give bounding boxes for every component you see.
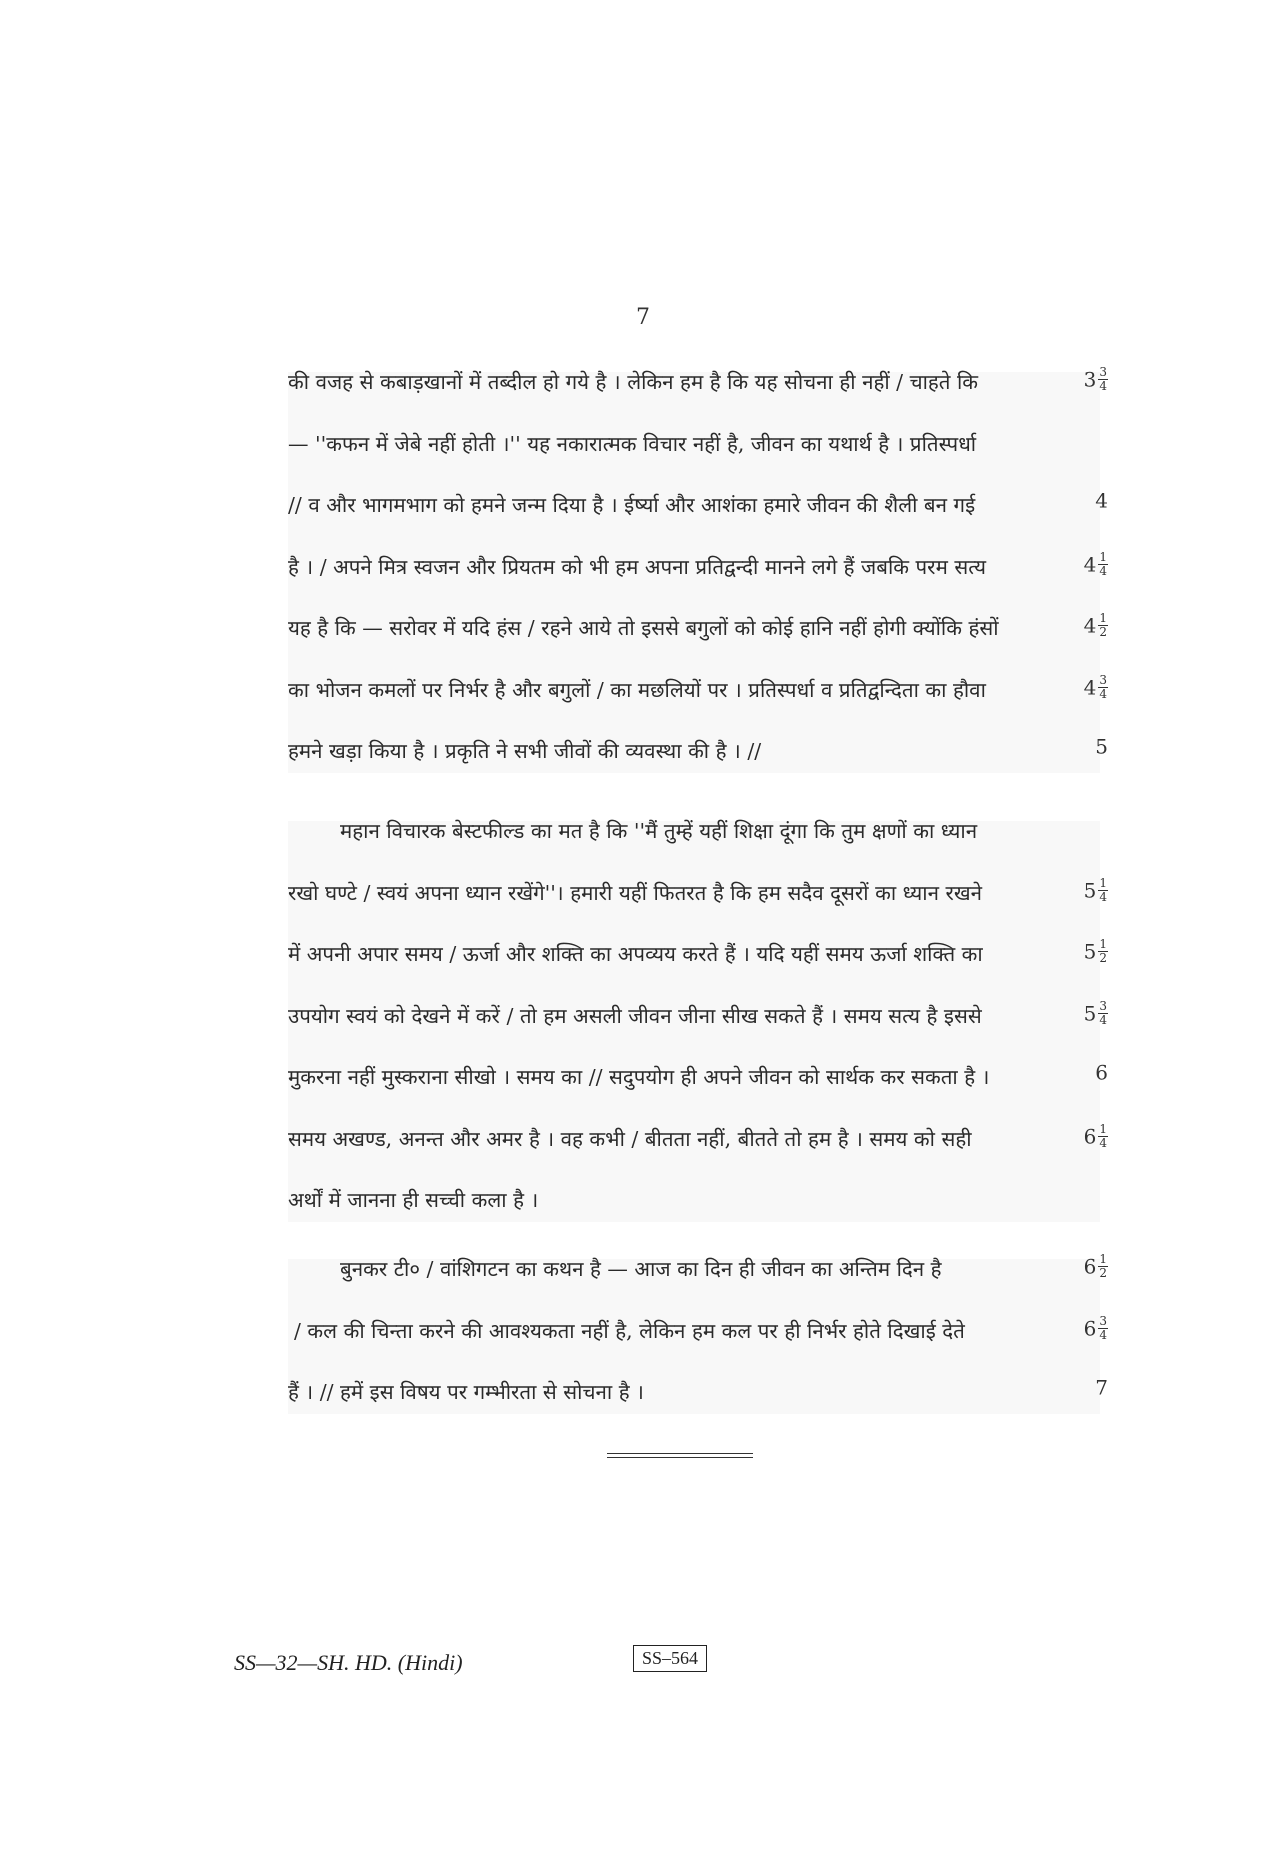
word-count-marker [1048,1061,1108,1083]
word-count-marker [1048,1000,1108,1027]
marker-whole: 5 [1095,734,1108,759]
marker-whole: 5 [1083,1001,1097,1025]
marker-whole: 4 [1083,552,1097,576]
line-text: महान विचारक बेस्टफील्ड का मत है कि ''मैं तुम्हें यहीं शिक्षा दूंगा कि तुम क्षणों का ध्यान [340,819,978,843]
word-count-marker [1048,674,1108,701]
marker-whole: 4 [1095,488,1108,513]
text-line [288,1375,1108,1444]
marker-whole: 4 [1083,613,1097,638]
word-count-marker [1048,551,1108,578]
marker-whole: 6 [1083,1124,1097,1148]
marker-fraction [1098,366,1108,393]
fraction-denominator: 4 [1099,379,1107,393]
line-text: — ''कफन में जेबे नहीं होती ।'' यह नकारात्मक विचार नहीं है, जीवन का यथार्थ है । प्रतिस्पर्धा [288,431,977,456]
marker-fraction [1098,938,1108,965]
line-text: की वजह से कबाड़खानों में तब्दील हो गये है । लेकिन हम है कि यह सोचना ही नहीं / चाहते कि [288,370,979,394]
line-text: हैं । // हमें इस विषय पर गम्भीरता से सोचना है । [288,1380,644,1404]
marker-whole: 5 [1083,939,1097,964]
line-text: उपयोग स्वयं को देखने में करें / तो हम असली जीवन जीना सीख सकते हैं । समय सत्य है इससे [288,1003,982,1028]
text-line [288,821,1100,883]
text-line [288,549,1107,619]
fraction-numerator: 3 [1099,365,1107,379]
fraction-denominator: 2 [1099,1266,1107,1280]
fraction-numerator: 3 [1099,1313,1107,1328]
fraction-numerator: 1 [1099,549,1107,564]
text-line [288,875,1107,945]
word-count-marker [1048,612,1108,639]
fraction-denominator: 4 [1099,1135,1107,1150]
fraction-denominator: 4 [1099,563,1107,578]
line-text: का भोजन कमलों पर निर्भर है और बगुलों / का मछलियों पर । प्रतिस्पर्धा व प्रतिद्वन्दिता का हौवा [288,677,986,702]
word-count-marker [1048,1376,1108,1398]
marker-whole: 7 [1095,1375,1108,1400]
text-line [288,1190,1100,1252]
marker-whole: 4 [1083,675,1097,699]
marker-whole: 6 [1083,1254,1097,1279]
line-text: रखो घण्टे / स्वयं अपना ध्यान रखेंगे''। हमारी यहीं फितरत है कि हम सदैव दूसरों का ध्यान रखने [288,880,983,905]
fraction-denominator: 4 [1099,1012,1107,1027]
fraction-denominator: 4 [1099,889,1107,904]
word-count-marker [1048,366,1108,393]
marker-fraction [1098,612,1108,639]
fraction-numerator: 3 [1099,672,1107,687]
fraction-numerator: 3 [1099,998,1107,1013]
word-count-marker [1048,735,1108,757]
closing-double-rule [607,1453,753,1458]
marker-fraction [1098,1253,1108,1280]
marker-fraction [1098,1315,1108,1342]
text-line [288,1252,1107,1321]
text-line [288,365,1107,434]
word-count-marker [1048,877,1108,904]
word-count-marker [1048,938,1108,965]
line-text: है । / अपने मित्र स्वजन और प्रियतम को भी हम अपना प्रतिद्वन्दी मानने लगे हैं जबकि परम सत्य [288,554,987,579]
line-text: / कल की चिन्ता करने की आवश्यकता नहीं है, लेकिन हम कल पर ही निर्भर होते दिखाई देते [294,1318,965,1343]
line-text: में अपनी अपार समय / ऊर्जा और शक्ति का अपव्यय करते हैं । यदि यहीं समय ऊर्जा शक्ति का [288,942,983,966]
footer-box-code: SS–564 [633,1645,707,1672]
line-text: मुकरना नहीं मुस्कराना सीखो । समय का // सदुपयोग ही अपने जीवन को सार्थक कर सकता है । [288,1065,990,1089]
word-count-marker [1048,1123,1108,1150]
marker-whole: 3 [1083,367,1097,392]
word-count-marker [1048,489,1108,511]
marker-fraction [1098,1123,1108,1150]
marker-fraction [1098,551,1108,578]
fraction-numerator: 1 [1099,937,1107,951]
text-line [288,611,1107,680]
fraction-denominator: 4 [1099,686,1107,701]
line-text: समय अखण्ड, अनन्त और अमर है । वह कभी / बीतता नहीं, बीतते तो हम है । समय को सही [288,1126,972,1151]
paragraph-3 [288,1252,1108,1414]
line-text: // व और भागमभाग को हमने जन्म दिया है । ईर्ष्या और आशंका हमारे जीवन की शैली बन गई [288,493,976,517]
fraction-denominator: 2 [1099,951,1107,965]
marker-whole: 6 [1095,1060,1108,1085]
marker-fraction [1098,1000,1108,1027]
text-line [288,431,1100,496]
marker-fraction [1098,877,1108,904]
fraction-numerator: 1 [1099,875,1107,890]
text-line [288,998,1107,1068]
line-text: बुनकर टी० / वांशिगटन का कथन है — आज का दिन ही जीवन का अन्तिम दिन है [340,1257,942,1281]
text-line [288,1313,1107,1383]
fraction-denominator: 2 [1099,625,1107,639]
text-line [288,734,1108,803]
footer-paper-code: SS—32—SH. HD. (Hindi) [234,1650,463,1675]
text-line [288,1060,1108,1129]
text-line [288,672,1107,742]
text-line [288,937,1107,1006]
fraction-numerator: 1 [1099,1121,1107,1136]
marker-whole: 5 [1083,878,1097,902]
paragraph-1 [288,365,1108,773]
line-text: अर्थों में जानना ही सच्ची कला है । [288,1188,539,1212]
line-text: हमने खड़ा किया है । प्रकृति ने सभी जीवों की व्यवस्था की है । // [288,739,762,763]
page-number: 7 [636,305,650,330]
marker-fraction [1098,674,1108,701]
text-line [288,488,1108,557]
paragraph-2 [288,819,1108,1222]
fraction-numerator: 1 [1099,611,1107,625]
text-line [288,1121,1107,1191]
word-count-marker [1048,1253,1108,1280]
line-text: यह है कि — सरोवर में यदि हंस / रहने आये तो इससे बगुलों को कोई हानि नहीं होगी क्योंकि हंसों [288,616,999,640]
marker-whole: 6 [1083,1316,1097,1340]
word-count-marker [1048,1315,1108,1342]
fraction-denominator: 4 [1099,1327,1107,1342]
fraction-numerator: 1 [1099,1252,1107,1266]
